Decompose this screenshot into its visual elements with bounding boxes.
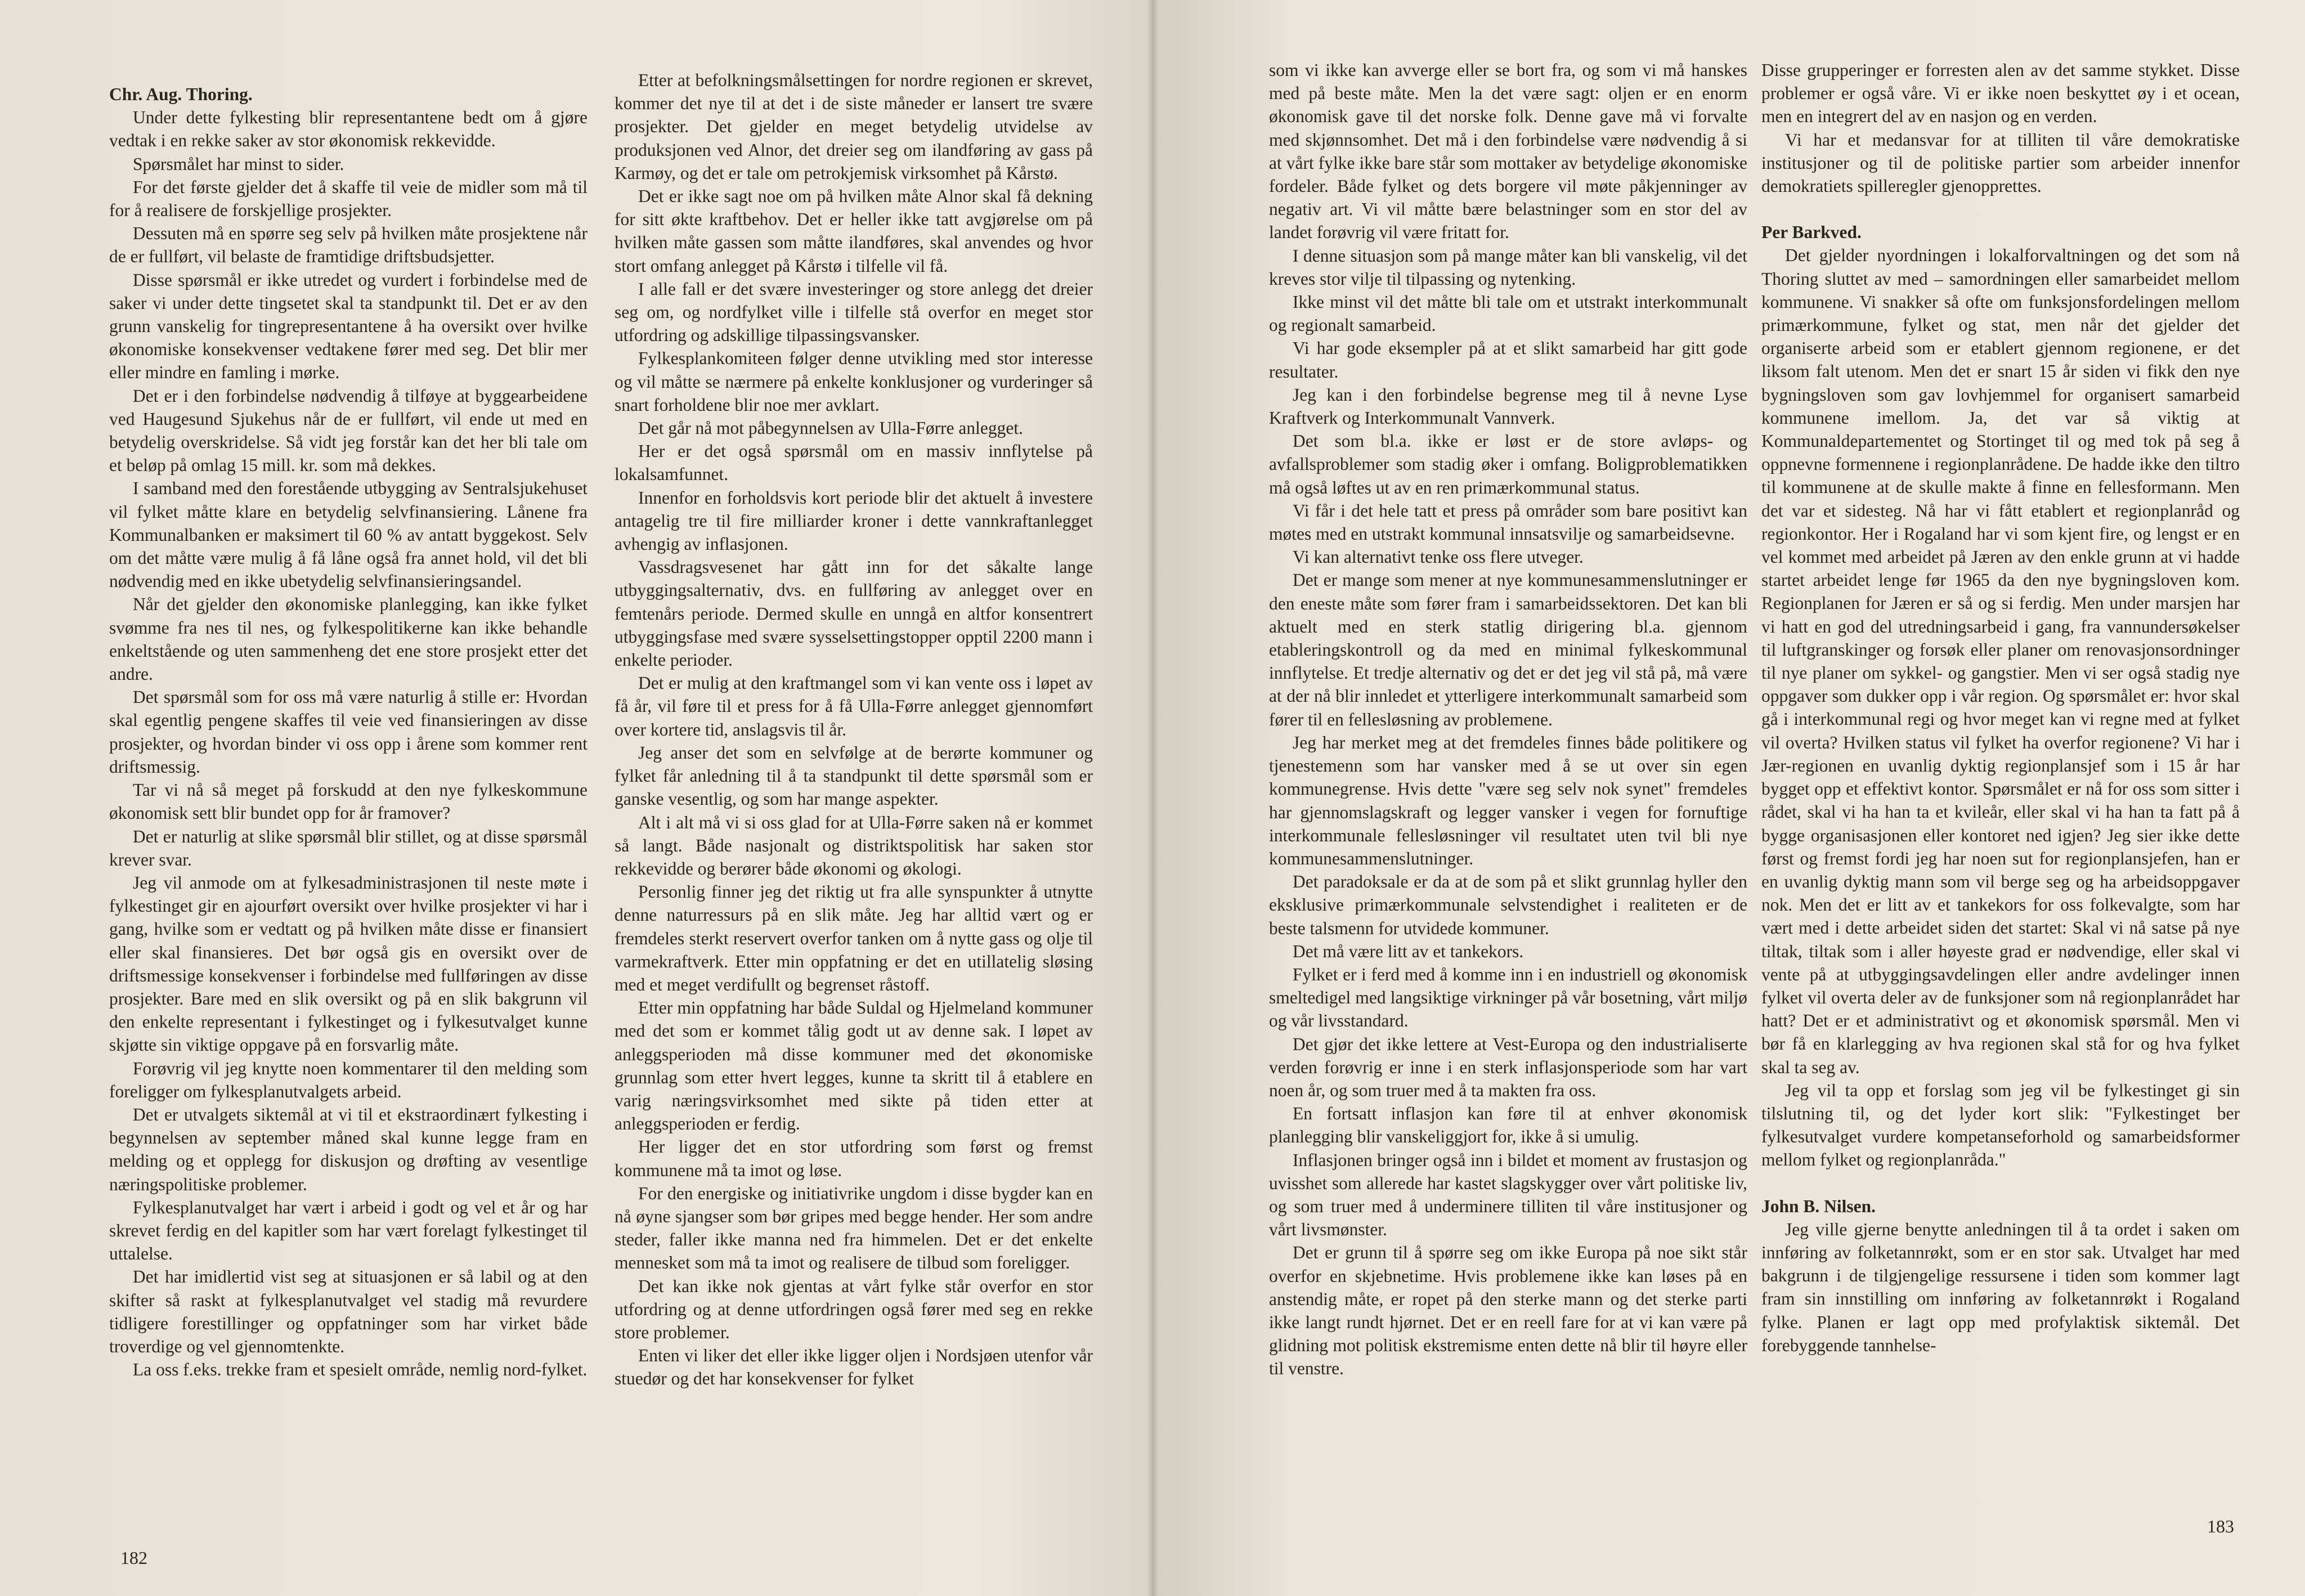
paragraph: Vi kan alternativt tenke oss flere utveger.	[1293, 547, 1584, 567]
right-page	[1152, 0, 2305, 1596]
paragraph: Det er utvalgets siktemål at vi til et ekstraordinært fylkesting i begynnelsen av september måned skal kunne legge fram en melding og et opplegg for diskusjon og drøfting av vesentlige næringspolitiske problemer.	[109, 1104, 588, 1194]
paragraph: Jeg anser det som en selvfølge at de berørte kommuner og fylket får anledning til å ta standpunkt til dette spørsmål som er ganske vesentlig, og som har mange aspekter.	[615, 742, 1093, 809]
page-number-left: 182	[120, 1548, 147, 1568]
paragraph: Det er mange som mener at nye kommunesammenslutninger er den eneste måte som fører fram i samarbeidssektoren. Det kan bli aktuelt med en sterk statlig dirigering bl.a. gjennom etableringskontroll og da med en minimal fylkeskommunal innflytelse. Et tredje alternativ og det er det jeg vil stå på, må være at der nå blir innledet et ytterligere interkommunalt samarbeid som fører til en fellesløsning av problemene.	[1269, 570, 1747, 729]
paragraph: Alt i alt må vi si oss glad for at Ulla-Førre saken nå er kommet så langt. Både nasjonalt og distriktspolitisk har saken stor rekkevidde og berører både økonomi og økologi.	[615, 812, 1093, 878]
paragraph: I alle fall er det svære investeringer og store anlegg det dreier seg om, og nordfylket ville i tilfelle stå overfor en meget stor utfordring og adskillige tilpassingsvansker.	[615, 279, 1093, 346]
paragraph: Etter at befolkningsmålsettingen for nordre regionen er skrevet, kommer det nye til at det i de siste måneder er lansert tre svære prosjekter. Det gjelder en meget betydelig utvidelse av produksjonen ved Alnor, det dreier seg om ilandføring av gass på Karmøy, og det er tale om petrokjemisk virksomhet på Kårstø.	[615, 70, 1093, 183]
paragraph: For den energiske og initiativrike ungdom i disse bygder kan en nå øyne sjangser som bør gripes med begge hender. Her som andre steder, faller ikke manna ned fra himmelen. Det er det enkelte mennesket som må ta imot og realisere de tilbud som foreligger.	[615, 1183, 1093, 1273]
paragraph-gap	[1761, 1172, 2240, 1195]
left-column-1	[109, 83, 588, 1381]
paragraph: La oss f.eks. trekke fram et spesielt område, nemlig nord-fylket.	[133, 1360, 588, 1380]
paragraph: For det første gjelder det å skaffe til veie de midler som må til for å realisere de forskjellige prosjekter.	[109, 177, 588, 221]
paragraph: Her er det også spørsmål om en massiv innflytelse på lokalsamfunnet.	[615, 441, 1093, 485]
paragraph: Det er i den forbindelse nødvendig å tilføye at byggearbeidene ved Haugesund Sjukehus når de er fullført, vil ende ut med en betydelig overskridelse. Så vidt jeg forstår kan det her bli tale om et beløp på omlag 15 mill. kr. som må dekkes.	[109, 385, 588, 476]
paragraph: I denne situasjon som på mange måter kan bli vanskelig, vil det kreves stor vilje til tilpassing og nytenking.	[1269, 245, 1747, 289]
paragraph: Det kan ikke nok gjentas at vårt fylke står overfor en stor utfordring og at denne utfordringen også fører med seg en rekke store problemer.	[615, 1276, 1093, 1342]
paragraph: Vi har et medansvar for at tilliten til våre demokratiske institusjoner og til de politiske partier som arbeider innenfor demokratiets spilleregler gjenopprettes.	[1761, 129, 2240, 196]
paragraph: Forøvrig vil jeg knytte noen kommentarer til den melding som foreligger om fylkesplanutvalgets arbeid.	[109, 1058, 588, 1101]
left-column-2	[615, 69, 1093, 1391]
paragraph: Fylkesplanutvalget har vært i arbeid i godt og vel et år og har skrevet ferdig en del kapitler som har vært forelagt fylkestinget til uttalelse.	[109, 1197, 588, 1264]
book-gutter	[1147, 0, 1158, 1596]
paragraph: Disse spørsmål er ikke utredet og vurdert i forbindelse med de saker vi under dette tingsetet skal ta standpunkt til. Det er av den grunn vanskelig for tingrepresentantene å ha oversikt over hvilke økonomiske konsekvenser vedtakene fører med seg. Det blir mer eller mindre en famling i mørke.	[109, 270, 588, 383]
paragraph: Inflasjonen bringer også inn i bildet et moment av frustasjon og uvisshet som allerede har kastet slagskygger over vårt politiske liv, og som truer med å underminere tilliten til våre institusjoner og vårt livsmønster.	[1269, 1150, 1747, 1240]
paragraph: Det er grunn til å spørre seg om ikke Europa på noe sikt står overfor en skjebnetime. Hvis problemene ikke kan løses på en anstendig måte, er ropet på den sterke mann og det sterke parti ikke langt rundt hjørnet. Det er en reell fare for at vi kan være på glidning mot politisk ekstremisme enten dette nå blir til høyre eller til venstre.	[1269, 1243, 1747, 1379]
paragraph: Jeg kan i den forbindelse begrense meg til å nevne Lyse Kraftverk og Interkommunalt Vannverk.	[1269, 384, 1747, 428]
paragraph: Ikke minst vil det måtte bli tale om et utstrakt interkommunalt og regionalt samarbeid.	[1269, 292, 1747, 335]
paragraph: Det er naturlig at slike spørsmål blir stillet, og at disse spørsmål krever svar.	[109, 826, 588, 869]
left-page	[0, 0, 1152, 1596]
paragraph: Det gjelder nyordningen i lokalforvaltningen og det som nå Thoring sluttet av med – samordningen eller samarbeidet mellom kommunene. Vi snakker så ofte om funksjonsfordelingen mellom primærkommune, fylket og stat, men når det gjelder det organiserte arbeid som er etablert gjennom regionene, er det liksom falt utenom. Men det er snart 15 år siden vi fikk den nye bygningsloven som gav lovhjemmel for organisert samarbeid kommunene imellom. Ja, det var så viktig at Kommunaldepartementet og Stortinget til og med tok på seg å oppnevne formennene i regionplanrådene. De hadde ikke den tiltro til kommunene at de skulle makte å finne en fellesformann. Men det var et sidesteg. Nå har vi fått etablert et regionplanråd og regionkontor. Her i Rogaland har vi som kjent fire, og lengst er en vel kommet med arbeidet på Jæren av den enkle grunn at vi hadde startet arbeidet lenge før 1965 da den nye bygningsloven kom. Regionplanen for Jæren er så og si ferdig. Men under marsjen har vi hatt en god del utredningsarbeid i gang, fra vannundersøkelser til luftgranskinger og forsøk eller planer om renovasjonsordninger til nye planer om sykkel- og gangstier. Men vi ser også stadig nye oppgaver som dukker opp i vår region. Og spørsmålet er: hvor skal gå i interkommunal regi og hvor meget kan vi regne med at fylket vil overta? Hvilken status vil fylket ha overfor regionene? Vi har i Jær-regionen en uvanlig dyktig regionplansjef som i 15 år har bygget opp et effektivt kontor. Spørsmålet er nå for oss som sitter i rådet, skal vi ha han ta et kvileår, eller skal vi ha han ta fatt på å bygge organisasjonen eller kontoret ned igjen? Jeg sier ikke dette først og fremst fordi jeg har noen sut for regionplansjefen, han er en uvanlig dyktig mann som vil berge seg og ha arbeidsoppgaver nok. Men det er litt av et tankekors for oss folkevalgte, som har vært med i dette arbeidet siden det startet: Skal vi nå satse på nye tiltak, tiltak som i aller høyeste grad er nødvendige, eller skal vi vente på at utbyggingsavdelingen eller andre avdelinger innen fylket vil overta deler av de funksjoner som nå regionplanrådet har hatt? Det er et administrativt og et økonomisk spørsmål. Men vi bør få en klarlegging av hva regionen skal stå for og hva fylket skal ta seg av.	[1761, 245, 2240, 1077]
paragraph: Det paradoksale er da at de som på et slikt grunnlag hyller den eksklusive primærkommunale selvstendighet i realiteten er de beste talsmenn for utvidede kommuner.	[1269, 872, 1747, 938]
paragraph: Jeg ville gjerne benytte anledningen til å ta ordet i saken om innføring av folketannrøkt, som er en stor sak. Utvalget har med bakgrunn i de tilgjengelige ressursene i tiden som kommer lagt fram sin innstilling om innføring av folketannrøkt i Rogaland fylke. Planen er lagt opp med profylaktisk siktemål. Det forebyggende tannhelse-	[1761, 1219, 2240, 1355]
paragraph: Jeg vil anmode om at fylkesadministrasjonen til neste møte i fylkestinget gir en ajourført oversikt over hvilke prosjekter vi har i gang, hvilke som er vedtatt og på hvilken måte disse er finansiert eller skal finansieres. Det bør også gis en oversikt over de driftsmessige konsekvenser i forbindelse med fullføringen av disse prosjekter. Bare med en slik oversikt og på en slik bakgrunn vil den enkelte representant i fylkestinget og i fylkesutvalget kunne skjøtte sin viktige oppgave på en forsvarlig måte.	[109, 872, 588, 1055]
paragraph: Personlig finner jeg det riktig ut fra alle synspunkter å utnytte denne naturressurs på en slik måte. Jeg har alltid vært og er fremdeles sterkt reservert overfor tanken om å nytte gass og olje til varmekraftverk. Etter min oppfatning er det en utillatelig sløsing med et meget verdifullt og begrenset råstoff.	[615, 882, 1093, 994]
paragraph: Det har imidlertid vist seg at situasjonen er så labil og at den skifter så raskt at fylkesplanutvalget vel stadig må revurdere tidligere forestillinger og oppfatninger som har virket både troverdige og vel gjennomtenkte.	[109, 1267, 588, 1356]
speaker-name: John B. Nilsen.	[1761, 1196, 1876, 1216]
paragraph: Det er ikke sagt noe om på hvilken måte Alnor skal få dekning for sitt økte kraftbehov. Det er heller ikke tatt avgjørelse om på hvilken måte gassen som måtte ilandføres, skal anvendes og hvor stort omfang anlegget på Kårstø i tilfelle vil få.	[615, 186, 1093, 276]
paragraph: Det spørsmål som for oss må være naturlig å stille er: Hvordan skal egentlig pengene skaffes til veie ved finansieringen av disse prosjekter, og hvordan binder vi oss opp i årene som kommer rent driftsmessig.	[109, 687, 588, 777]
paragraph: Vi har gode eksempler på at et slikt samarbeid har gitt gode resultater.	[1269, 338, 1747, 382]
speaker-name: Per Barkved.	[1761, 222, 1862, 243]
paragraph: Dessuten må en spørre seg selv på hvilken måte prosjektene når de er fullført, vil belaste de framtidige driftsbudsjetter.	[109, 223, 588, 267]
paragraph-gap	[1761, 198, 2240, 221]
paragraph: som vi ikke kan avverge eller se bort fra, og som vi må hanskes med på beste måte. Men la det være sagt: oljen er en enorm økonomisk gave til det norske folk. Denne gave må vi forvalte med skjønnsomhet. Det må i den forbindelse være nødvendig å si at vårt fylke ikke bare står som mottaker av betydelige økonomiske fordeler. Både fylket og dets borgere vil møte påkjenninger av negativ art. Vi vil måtte bære belastninger som en stor del av landet forøvrig vil være fritatt for.	[1269, 60, 1747, 243]
paragraph: Når det gjelder den økonomiske planlegging, kan ikke fylket svømme fra nes til nes, og fylkespolitikerne kan ikke behandle enkeltstående og uten sammenheng det ene store prosjekt etter det andre.	[109, 594, 588, 684]
paragraph: Disse grupperinger er forresten alen av det samme stykket. Disse problemer er også våre. Vi er ikke noen beskyttet øy i et ocean, men en integrert del av en nasjon og en verden.	[1761, 60, 2240, 127]
right-column-1	[1269, 59, 1747, 1380]
paragraph: Jeg har merket meg at det fremdeles finnes både politikere og tjenestemenn som har vansker med å se ut over sin egen kommunegrense. Hvis dette "være seg selv nok synet" fremdeles har gjennomslagskraft og legger vansker i vegen for fornuftige interkommunale fellesløsninger vil resultatet uten tvil bli nye kommunesammenslutninger.	[1269, 732, 1747, 868]
paragraph: Fylkesplankomiteen følger denne utvikling med stor interesse og vil måtte se nærmere på enkelte konklusjoner og vurderinger så snart forholdene blir noe mer avklart.	[615, 348, 1093, 415]
paragraph: Det gjør det ikke lettere at Vest-Europa og den industrialiserte verden forøvrig er inne i en sterk inflasjonsperiode som har vart noen år, og som truer med å ta makten fra oss.	[1269, 1034, 1747, 1100]
paragraph: Etter min oppfatning har både Suldal og Hjelmeland kommuner med det som er kommet tålig godt ut av denne sak. I løpet av anleggsperioden må disse kommuner med det økonomiske grunnlag som etter hvert legges, kunne ta skritt til å etablere en varig næringsvirksomhet med sikte på tiden etter at anleggsperioden er ferdig.	[615, 998, 1093, 1134]
paragraph: Vassdragsvesenet har gått inn for det såkalte lange utbyggingsalternativ, dvs. en fullføring av anlegget over en femtenårs periode. Dermed skulle en unngå en altfor konsentrert utbyggingsfase med svære sysselsettingstopper opptil 2200 mann i enkelte perioder.	[615, 557, 1093, 670]
paragraph: Tar vi nå så meget på forskudd at den nye fylkeskommune økonomisk sett blir bundet opp for år framover?	[109, 780, 588, 823]
paragraph: Det som bl.a. ikke er løst er de store avløps- og avfallsproblemer som stadig øker i omfang. Boligproblematikken må også løftes ut av en ren primærkommunal status.	[1269, 431, 1747, 497]
paragraph: Jeg vil ta opp et forslag som jeg vil be fylkestinget gi sin tilslutning til, og det lyder kort slik: "Fylkestinget ber fylkesutvalget vurdere kompetanseforhold og samarbeidsformer mellom fylket og regionplanråda."	[1761, 1080, 2240, 1170]
paragraph: En fortsatt inflasjon kan føre til at enhver økonomisk planlegging blir vanskeliggjort for, ikke å si umulig.	[1269, 1104, 1747, 1147]
right-column-2	[1761, 59, 2240, 1357]
paragraph: Det går nå mot påbegynnelsen av Ulla-Førre anlegget.	[638, 418, 1024, 438]
paragraph: Det må være litt av et tankekors.	[1293, 941, 1524, 961]
paragraph: Fylket er i ferd med å komme inn i en industriell og økonomisk smeltedigel med langsiktige virkninger på vår bosetning, vårt miljø og vår livsstandard.	[1269, 964, 1747, 1031]
paragraph: Her ligger det en stor utfordring som først og fremst kommunene må ta imot og løse.	[615, 1137, 1093, 1180]
paragraph: Det er mulig at den kraftmangel som vi kan vente oss i løpet av få år, vil føre til et press for å få Ulla-Førre anlegget gjennomført over kortere tid, anslagsvis til år.	[615, 673, 1093, 739]
paragraph: Innenfor en forholdsvis kort periode blir det aktuelt å investere antagelig tre til fire milliarder kroner i dette vannkraftanlegget avhengig av inflasjonen.	[615, 487, 1093, 554]
paragraph: I samband med den forestående utbygging av Sentralsjukehuset vil fylket måtte klare en betydelig selvfinansiering. Lånene fra Kommunalbanken er maksimert til 60 % av antatt byggekost. Selv om det måtte være mulig å få låne også fra annet hold, vil det bli nødvendig med en ikke ubetydelig selvfinansieringsandel.	[109, 478, 588, 591]
paragraph: Spørsmålet har minst to sider.	[133, 154, 344, 174]
paragraph: Enten vi liker det eller ikke ligger oljen i Nordsjøen utenfor vår stuedør og det har konsekvenser for fylket	[615, 1346, 1093, 1389]
paragraph: Under dette fylkesting blir representantene bedt om å gjøre vedtak i en rekke saker av stor økonomisk rekkevidde.	[109, 107, 588, 151]
speaker-name: Chr. Aug. Thoring.	[109, 84, 253, 104]
paragraph: Vi får i det hele tatt et press på områder som bare positivt kan møtes med en utstrakt kommunal innsatsvilje og samarbeidsevne.	[1269, 500, 1747, 544]
page-number-right: 183	[2207, 1516, 2234, 1536]
